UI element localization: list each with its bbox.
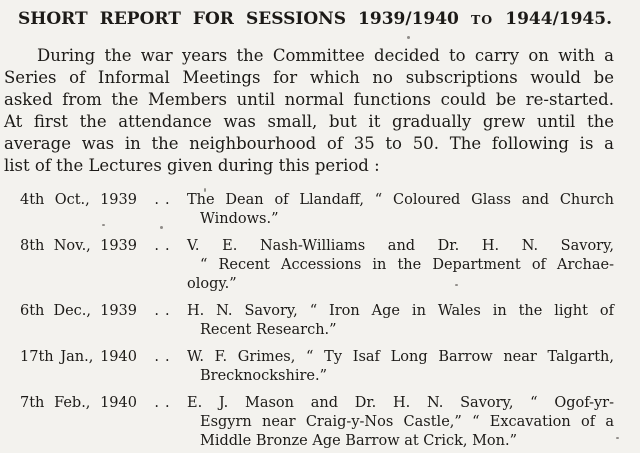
description-line: Recent Research.” — [200, 322, 337, 338]
lecture-date: 17th Jan., 1940 — [20, 349, 137, 365]
description-line: Windows.” — [200, 211, 279, 227]
lecture-description — [187, 191, 614, 229]
leader-dots: .. — [154, 349, 176, 365]
scan-speck — [616, 437, 619, 439]
scan-speck — [407, 36, 410, 39]
paragraph-line: list of the Lectures given during this period : — [4, 156, 380, 175]
lecture-description — [187, 348, 614, 386]
lecture-date: 6th Dec., 1939 — [20, 303, 137, 319]
title-connector: TO — [470, 12, 494, 27]
lecture-list — [20, 191, 614, 451]
leader-dots: .. — [154, 303, 176, 319]
leader-dots: .. — [154, 192, 176, 208]
scan-speck — [204, 188, 206, 192]
description-line: The Dean of Llandaff, “ Coloured Glass and Church — [187, 192, 614, 208]
lecture-description — [187, 237, 614, 294]
lecture-entry — [20, 348, 614, 386]
lecture-entry — [20, 302, 614, 340]
page-title — [18, 9, 612, 30]
description-line: H. N. Savory, “ Iron Age in Wales in the light of — [187, 303, 614, 319]
paragraph-line: average was in the neighbourhood of 35 to 50. The following is a — [4, 134, 614, 153]
description-line: Esgyrn near Craig-y-Nos Castle,” “ Excavation of a — [200, 414, 614, 430]
lecture-date: 4th Oct., 1939 — [20, 192, 137, 208]
scan-speck — [102, 224, 105, 226]
lecture-date: 8th Nov., 1939 — [20, 238, 137, 254]
scan-speck — [455, 284, 458, 286]
description-line: Brecknockshire.” — [200, 368, 328, 384]
lecture-entry — [20, 394, 614, 451]
description-line: V. E. Nash-Williams and Dr. H. N. Savory, — [187, 238, 614, 254]
lecture-description — [187, 394, 614, 451]
title-part2: 1944/1945. — [505, 9, 613, 29]
lecture-description — [187, 302, 614, 340]
paragraph-line: Series of Informal Meetings for which no subscriptions would be — [4, 68, 614, 87]
description-line: E. J. Mason and Dr. H. N. Savory, “ Ogof-yr- — [187, 395, 614, 411]
leader-dots: .. — [154, 395, 176, 411]
description-line: “ Recent Accessions in the Department of Archae- — [200, 257, 614, 273]
paragraph-line: At first the attendance was small, but it gradually grew until the — [4, 112, 614, 131]
paragraph-line: asked from the Members until normal functions could be re-started. — [4, 90, 614, 109]
paragraph-line: During the war years the Committee decided to carry on with a — [37, 46, 614, 65]
scan-speck — [160, 226, 163, 229]
report-paragraph — [4, 45, 614, 177]
lecture-entry — [20, 237, 614, 294]
description-line: W. F. Grimes, “ Ty Isaf Long Barrow near Talgarth, — [187, 349, 614, 365]
description-line: ology.” — [187, 276, 237, 292]
lecture-date: 7th Feb., 1940 — [20, 395, 137, 411]
lecture-entry — [20, 191, 614, 229]
title-part1: SHORT REPORT FOR SESSIONS 1939/1940 — [18, 9, 459, 29]
leader-dots: .. — [154, 238, 176, 254]
description-line: Middle Bronze Age Barrow at Crick, Mon.” — [200, 433, 518, 449]
